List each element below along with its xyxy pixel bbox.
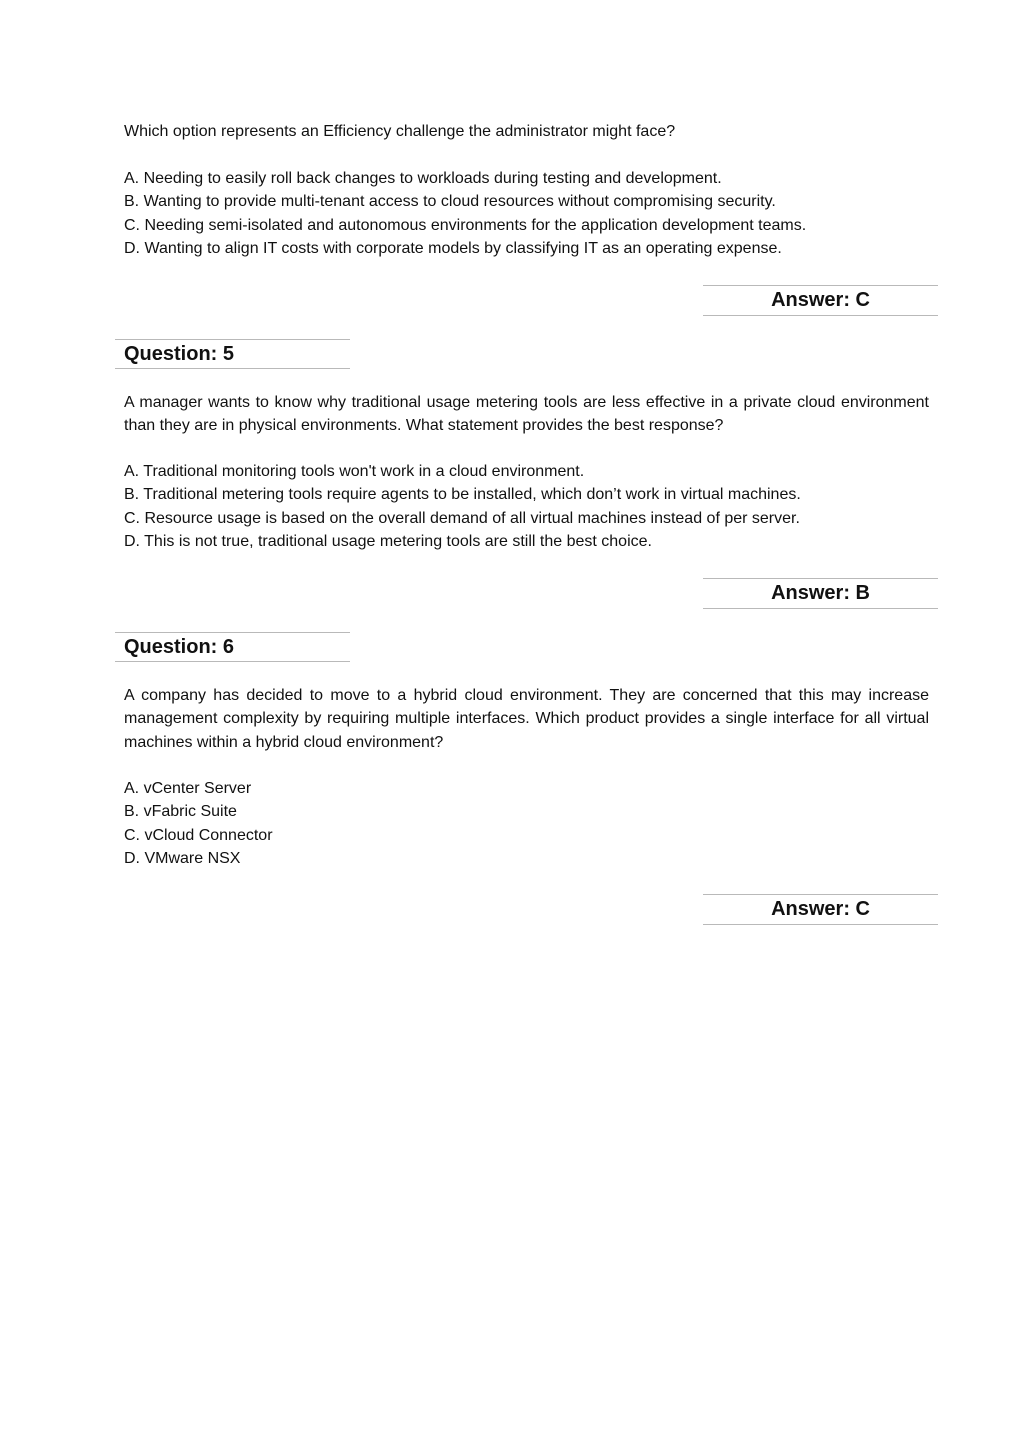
q5-heading: Question: 5: [124, 343, 235, 365]
q5-option-b: B. Traditional metering tools require agents to be installed, which don’t work in virtual machines.: [124, 486, 801, 504]
q5-option-d: D. This is not true, traditional usage metering tools are still the best choice.: [124, 532, 652, 550]
q4-answer: Answer: C: [771, 289, 870, 311]
q6-answer-box: [703, 894, 938, 925]
q6-heading: Question: 6: [124, 636, 235, 658]
q4-option-a: A. Needing to easily roll back changes to workloads during testing and development.: [124, 170, 722, 187]
q5-option-c: C. Resource usage is based on the overall demand of all virtual machines instead of per server.: [124, 509, 800, 527]
q6-option-b: B. vFabric Suite: [124, 803, 237, 821]
q5-answer: Answer: B: [771, 582, 870, 604]
q6-option-c: C. vCloud Connector: [124, 826, 273, 844]
q6-answer: Answer: C: [771, 898, 870, 920]
q4-answer-box: [703, 285, 938, 316]
q5-stem: A manager wants to know why traditional usage metering tools are less effective in a private cloud environment than they are in physical environments. What statement provides the best response?: [124, 394, 929, 435]
q6-option-a: A. vCenter Server: [124, 780, 252, 797]
q4-option-c: C. Needing semi-isolated and autonomous environments for the application development teams.: [124, 216, 807, 234]
q4-option-b: B. Wanting to provide multi-tenant access to cloud resources without compromising security.: [124, 193, 776, 211]
q5-option-a: A. Traditional monitoring tools won't work in a cloud environment.: [124, 463, 585, 480]
q4-options: [124, 167, 929, 260]
q4-option-d: D. Wanting to align IT costs with corporate models by classifying IT as an operating expense.: [124, 239, 782, 257]
q6-heading-box: [115, 632, 350, 662]
q5-heading-box: [115, 339, 350, 369]
q6-options: [124, 777, 929, 870]
q5-answer-box: [703, 578, 938, 609]
q4-stem: Which option represents an Efficiency challenge the administrator might face?: [124, 123, 676, 140]
q5-options: [124, 460, 929, 553]
q6-stem: A company has decided to move to a hybrid cloud environment. They are concerned that this may increase management complexity by requiring multiple interfaces. Which product provides a single interface for all virtual machines within a hybrid cloud environment?: [124, 687, 929, 751]
q6-option-d: D. VMware NSX: [124, 849, 241, 867]
